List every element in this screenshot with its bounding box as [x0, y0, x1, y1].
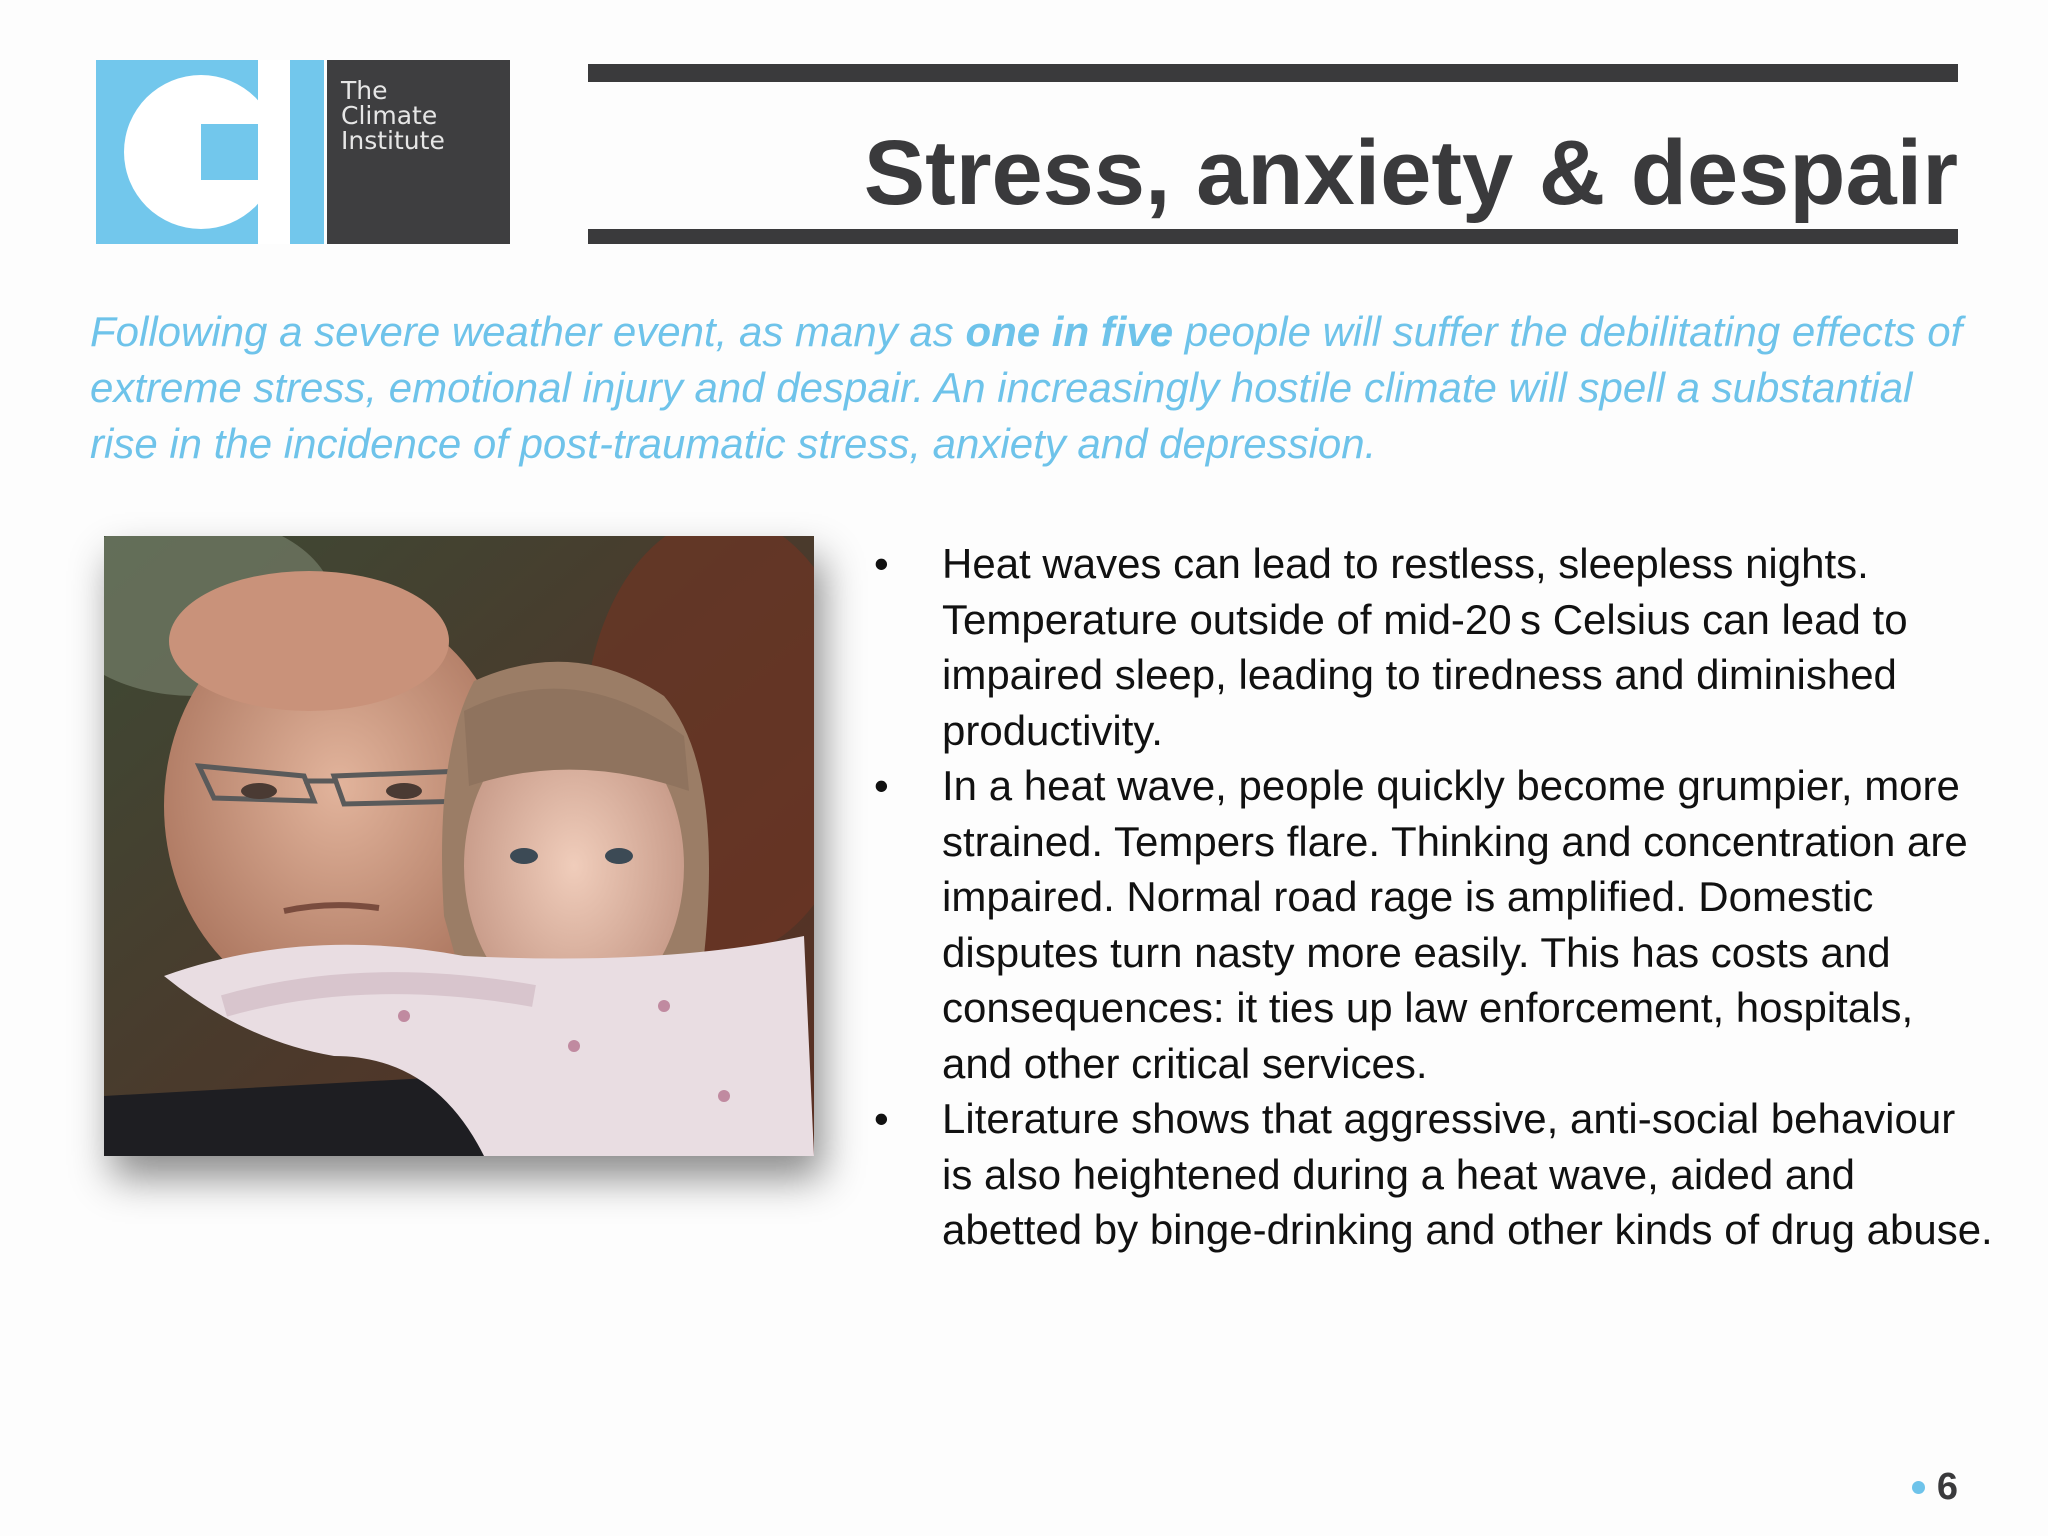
- lead-paragraph: [90, 304, 1990, 472]
- logo-line-institute: Institute: [341, 126, 445, 155]
- list-item: [864, 536, 1994, 758]
- logo-line-climate: Climate: [341, 101, 438, 130]
- page-number-text: 6: [1936, 1466, 1958, 1508]
- title-rule-top: [588, 64, 1958, 82]
- slide-page-number: [1912, 1466, 1958, 1509]
- title-rule-bottom: [588, 229, 1958, 244]
- logo-line-the: The: [341, 76, 388, 105]
- list-item: [864, 1091, 1994, 1258]
- list-item: [864, 758, 1994, 1091]
- bullet-marker: •: [874, 1095, 889, 1142]
- bullet-marker: •: [874, 540, 889, 587]
- lead-emphasis: one in five: [965, 308, 1174, 355]
- slide-title: Stress, anxiety & despair: [863, 122, 1958, 224]
- bullet-text: Literature shows that aggressive, anti-social behaviour is also heightened during a heat wave, aided and abetted by binge-drinking and other kinds of drug abuse.: [942, 1095, 1993, 1253]
- logo-wordmark-box: [327, 60, 510, 244]
- bullet-text: In a heat wave, people quickly become grumpier, more strained. Tempers flare. Thinking and concentration are impaired. Normal road rage is amplified. Domestic disputes turn nasty more easily. This has costs and consequences: it ties up law enforcement, hospitals, and other critical services.: [942, 762, 1968, 1087]
- bullet-text: Heat waves can lead to restless, sleepless nights. Temperature outside of mid-20 s Celsius can lead to impaired sleep, leading to tiredness and diminished productivity.: [942, 540, 1908, 754]
- page-dot-icon: [1912, 1481, 1925, 1494]
- bullet-marker: •: [874, 762, 889, 809]
- lead-text-after: people will suffer the debilitating effects of extreme stress, emotional injury and despair. An increasingly hostile climate will spell a substantial rise in the incidence of post-traumatic stress, anxiety and depression.: [90, 308, 1963, 467]
- father-daughter-photo: [104, 536, 814, 1156]
- bullet-list: [864, 536, 1994, 1258]
- lead-text-before: Following a severe weather event, as many as: [90, 308, 966, 355]
- ci-logo-mark: [96, 60, 324, 244]
- climate-institute-logo: [96, 60, 510, 244]
